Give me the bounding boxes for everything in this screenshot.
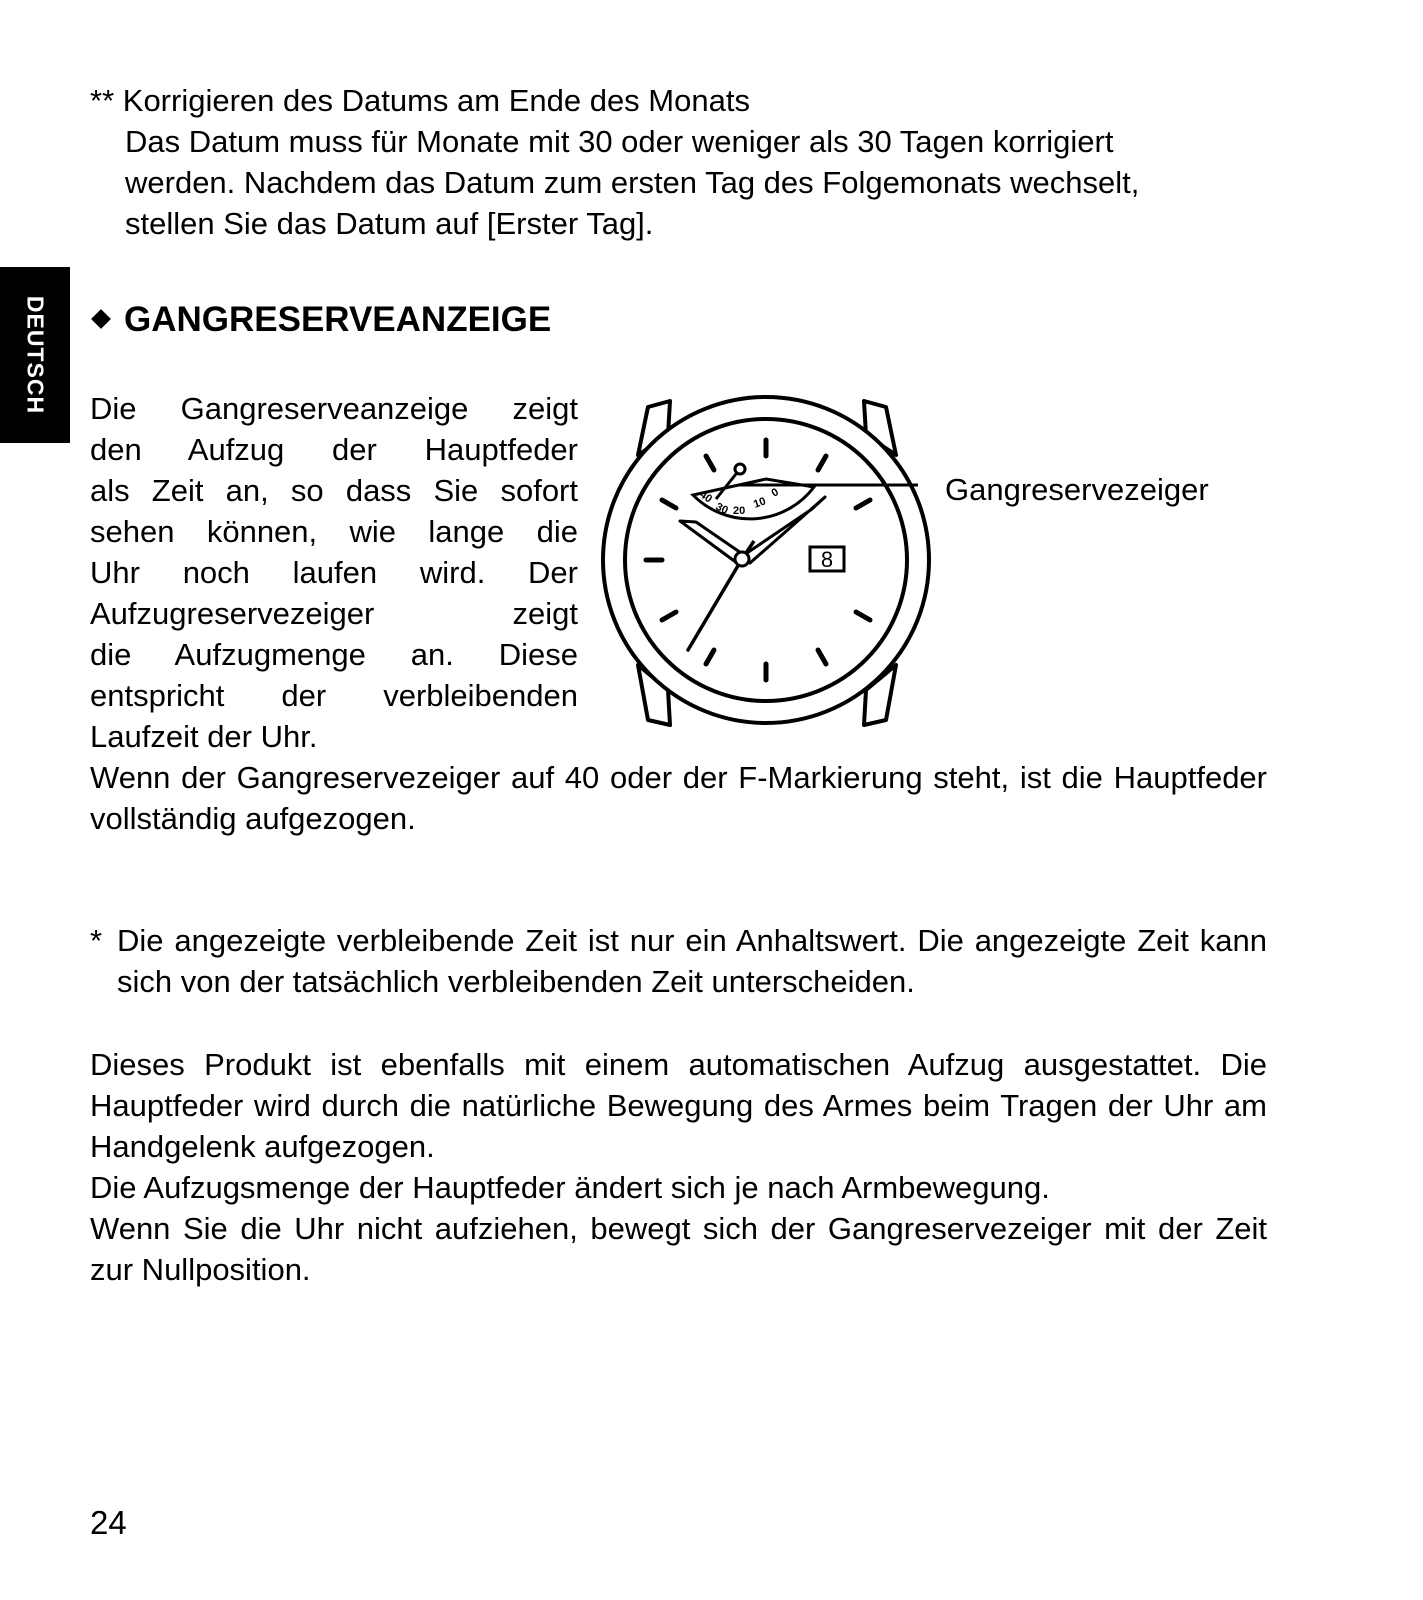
remaining-time-note xyxy=(90,920,1267,1002)
auto-winding-paragraph: Wenn Sie die Uhr nicht aufziehen, bewegt sich der Gangreservezeiger mit der Zeit zur Nullposition. xyxy=(90,1211,1267,1287)
intro-line: Uhr noch laufen wird. Der xyxy=(90,555,578,590)
intro-line: sehen können, wie lange die xyxy=(90,514,578,549)
watch-illustration xyxy=(598,395,938,750)
intro-line: entspricht der verbleibenden xyxy=(90,678,578,713)
center-pivot xyxy=(735,552,749,566)
power-reserve-label: 20 xyxy=(733,505,746,517)
intro-line: Die Gangreserveanzeige zeigt xyxy=(90,391,578,426)
note-line: stellen Sie das Datum auf [Erster Tag]. xyxy=(125,206,654,241)
note-marker: ** xyxy=(90,83,115,118)
callout-label: Gangreservezeiger xyxy=(945,472,1209,507)
intro-line: Laufzeit der Uhr. xyxy=(90,719,318,754)
power-reserve-label: 40 xyxy=(697,488,715,506)
intro-line: Aufzugreservezeiger zeigt xyxy=(90,596,578,631)
power-reserve-label: 10 xyxy=(751,495,768,511)
page-number: 24 xyxy=(90,1504,127,1541)
intro-line: als Zeit an, so dass Sie sofort xyxy=(90,473,578,508)
date-window-digit: 8 xyxy=(820,547,834,572)
diamond-bullet-icon xyxy=(91,309,111,329)
intro-line: den Aufzug der Hauptfeder xyxy=(90,432,578,467)
full-wind-paragraph: Wenn der Gangreservezeiger auf 40 oder der F-Markierung steht, ist die Hauptfeder vollständig aufgezogen. xyxy=(90,760,1267,836)
auto-winding-paragraph: Dieses Produkt ist ebenfalls mit einem automatischen Aufzug ausgestattet. Die Hauptfeder wird durch die natürliche Bewegung des Armes beim Tragen der Uhr am Handgelenk aufgezogen. xyxy=(90,1047,1267,1164)
language-tab-label: DEUTSCH xyxy=(22,295,49,415)
auto-winding-paragraph: Die Aufzugsmenge der Hauptfeder ändert sich je nach Armbewegung. xyxy=(90,1170,1050,1205)
language-tab xyxy=(0,267,70,443)
month-end-date-note xyxy=(90,80,1290,244)
note-line: werden. Nachdem das Datum zum ersten Tag des Folgemonats wechselt, xyxy=(125,165,1140,200)
automatic-winding-text xyxy=(90,1044,1267,1290)
note-title: Korrigieren des Datums am Ende des Monats xyxy=(122,83,750,118)
intro-line: die Aufzugmenge an. Diese xyxy=(90,637,578,672)
note-star-text: Die angezeigte verbleibende Zeit ist nur ein Anhaltswert. Die angezeigte Zeit kann sich von der tatsächlich verbleibenden Zeit unterscheiden. xyxy=(117,923,1267,999)
watch-dial xyxy=(625,419,907,701)
power-reserve-label: 30 xyxy=(713,500,730,517)
note-title-line xyxy=(90,80,1290,121)
power-reserve-hand-pivot xyxy=(735,464,745,474)
note-line: Das Datum muss für Monate mit 30 oder weniger als 30 Tagen korrigiert xyxy=(125,124,1114,159)
section-heading-text: GANGRESERVEANZEIGE xyxy=(124,300,552,339)
intro-paragraph xyxy=(90,388,578,757)
section-heading xyxy=(90,299,551,341)
note-star-marker: * xyxy=(90,923,103,958)
power-reserve-label: 0 xyxy=(769,486,781,500)
